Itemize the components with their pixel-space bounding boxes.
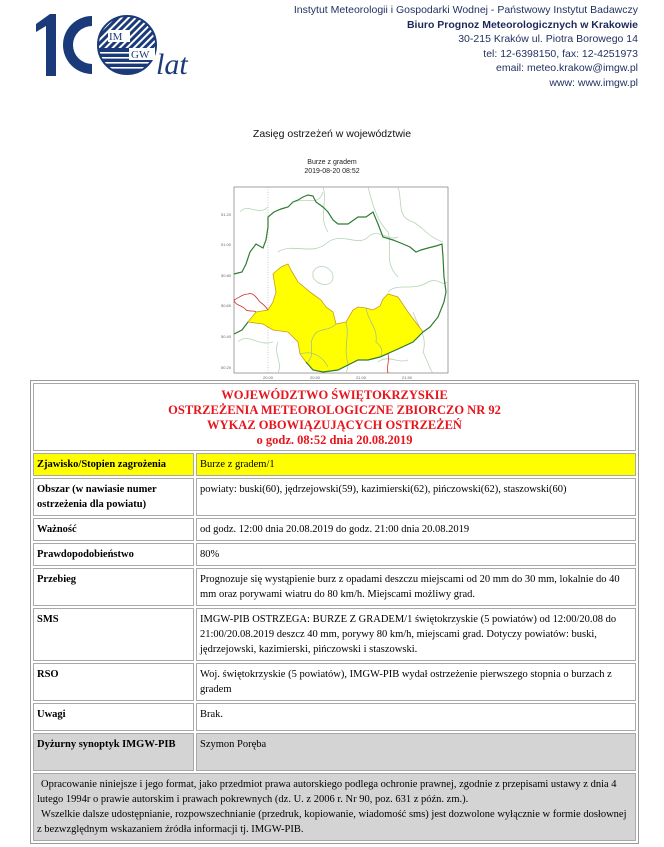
table-row-remarks [33, 703, 636, 731]
logo-gw-text: GW [131, 49, 150, 61]
row-value: Szymon Poręba [196, 733, 636, 771]
row-value: od godz. 12:00 dnia 20.08.2019 do godz. 21:00 dnia 20.08.2019 [196, 518, 636, 541]
row-label: Dyżurny synoptyk IMGW-PIB [33, 733, 194, 771]
row-value: Brak. [196, 703, 636, 731]
table-row-forecaster [33, 733, 636, 771]
warning-bulletin-table [30, 380, 639, 844]
lon-tick-label: 21.00 [356, 375, 367, 380]
bulletin-title-line: o godz. 08:52 dnia 20.08.2019 [256, 433, 413, 447]
copyright-footer [33, 773, 636, 841]
row-label: SMS [33, 608, 194, 661]
table-row-sms [33, 608, 636, 661]
row-label: Zjawisko/Stopien zagrożenia [33, 453, 194, 476]
website-link[interactable]: www: www.imgw.pl [549, 76, 638, 89]
row-label: RSO [33, 663, 194, 701]
table-row-area [33, 478, 636, 516]
email-link[interactable]: email: meteo.krakow@imgw.pl [496, 62, 638, 74]
map-title: Zasięg ostrzeżeń w województwie [252, 128, 412, 140]
row-label: Ważność [33, 518, 194, 541]
row-value: IMGW-PIB OSTRZEGA: BURZE Z GRADEM/1 świętokrzyskie (5 powiatów) od 12:00/20.08 do 21:00/20.08.2019 deszcz 40 mm, porywy 80 km/h, miejscami grad. Dotyczy powiatów: buski, jędrzejowski, kazimierski, pińczowski i staszowski. [196, 608, 636, 661]
row-label: Przebieg [33, 568, 194, 606]
bulletin-title-line: WOJEWÓDZTWO ŚWIĘTOKRZYSKIE [221, 388, 448, 402]
table-row-validity [33, 518, 636, 541]
bulletin-title-line: OSTRZEŻENIA METEOROLOGICZNE ZBIORCZO NR 92 [168, 403, 501, 417]
lat-tick-label: 50.60 [221, 303, 232, 308]
table-row-probability [33, 543, 636, 566]
row-value: powiaty: buski(60), jędrzejowski(59), kazimierski(62), pińczowski(62), staszowski(60) [196, 478, 636, 516]
lon-tick-label: 21.50 [402, 375, 413, 380]
bulletin-title [33, 383, 636, 451]
logo-lat-text: lat [156, 48, 188, 78]
lat-tick-label: 50.20 [221, 365, 232, 370]
map-phenomenon: Burze z gradem [307, 159, 357, 166]
row-label: Uwagi [33, 703, 194, 731]
row-value: 80% [196, 543, 636, 566]
imgw-100-years-logo [34, 12, 204, 78]
table-row-course [33, 568, 636, 606]
bulletin-title-line: WYKAZ OBOWIĄZUJĄCYCH OSTRZEŻEŃ [207, 418, 462, 432]
lat-tick-label: 51.00 [221, 242, 232, 247]
institute-name: Instytut Meteorologii i Gospodarki Wodnej - Państwowy Instytut Badawczy [293, 4, 638, 16]
map-timestamp: 2019-08-20 08:52 [304, 168, 360, 175]
row-value: Burze z gradem/1 [196, 453, 636, 476]
row-value: Prognozuje się wystąpienie burz z opadami deszczu miejscami od 20 mm do 30 mm, lokalnie do 40 mm oraz porywami wiatru do 80 km/h. Miejscami możliwy grad. [196, 568, 636, 606]
institute-header [294, 3, 638, 90]
row-label: Prawdopodobieństwo [33, 543, 194, 566]
warning-map [218, 182, 454, 380]
address: 30-215 Kraków ul. Piotra Borowego 14 [458, 33, 638, 45]
logo-im-text: IM [109, 31, 123, 43]
table-row-rso [33, 663, 636, 701]
lat-tick-label: 50.40 [221, 334, 232, 339]
distribution-notice: Wszelkie dalsze udostępnianie, rozpowszechnianie (przedruk, kopiowanie, wiadomość sms) jest dozwolone wyłącznie w formie dosłownej z bezwzględnym wskazaniem źródła informacji tj. IMGW-PIB. [37, 809, 627, 835]
lon-tick-label: 20.00 [263, 375, 274, 380]
table-row-phenomenon [33, 453, 636, 476]
lat-tick-label: 51.20 [221, 212, 232, 217]
copyright-notice: Opracowanie niniejsze i jego format, jako przedmiot prawa autorskiego podlega ochronie prawnej, zgodnie z przepisami ustawy z dnia 4 lutego 1994r o prawie autorskim i prawach pokrewnych (dz. U. z 2006 r. Nr 90, poz. 631 z późn. zm.). [37, 779, 617, 805]
row-label: Obszar (w nawiasie numer ostrzeżenia dla powiatu) [33, 478, 194, 516]
office-name: Biuro Prognoz Meteorologicznych w Krakowie [406, 18, 638, 31]
map-subtitle [0, 158, 664, 176]
phone-fax: tel: 12-6398150, fax: 12-4251973 [483, 47, 638, 60]
row-value: Woj. świętokrzyskie (5 powiatów), IMGW-PIB wydał ostrzeżenie pierwszego stopnia o burzach z gradem [196, 663, 636, 701]
lon-tick-label: 20.50 [310, 375, 321, 380]
lat-tick-label: 50.80 [221, 273, 232, 278]
